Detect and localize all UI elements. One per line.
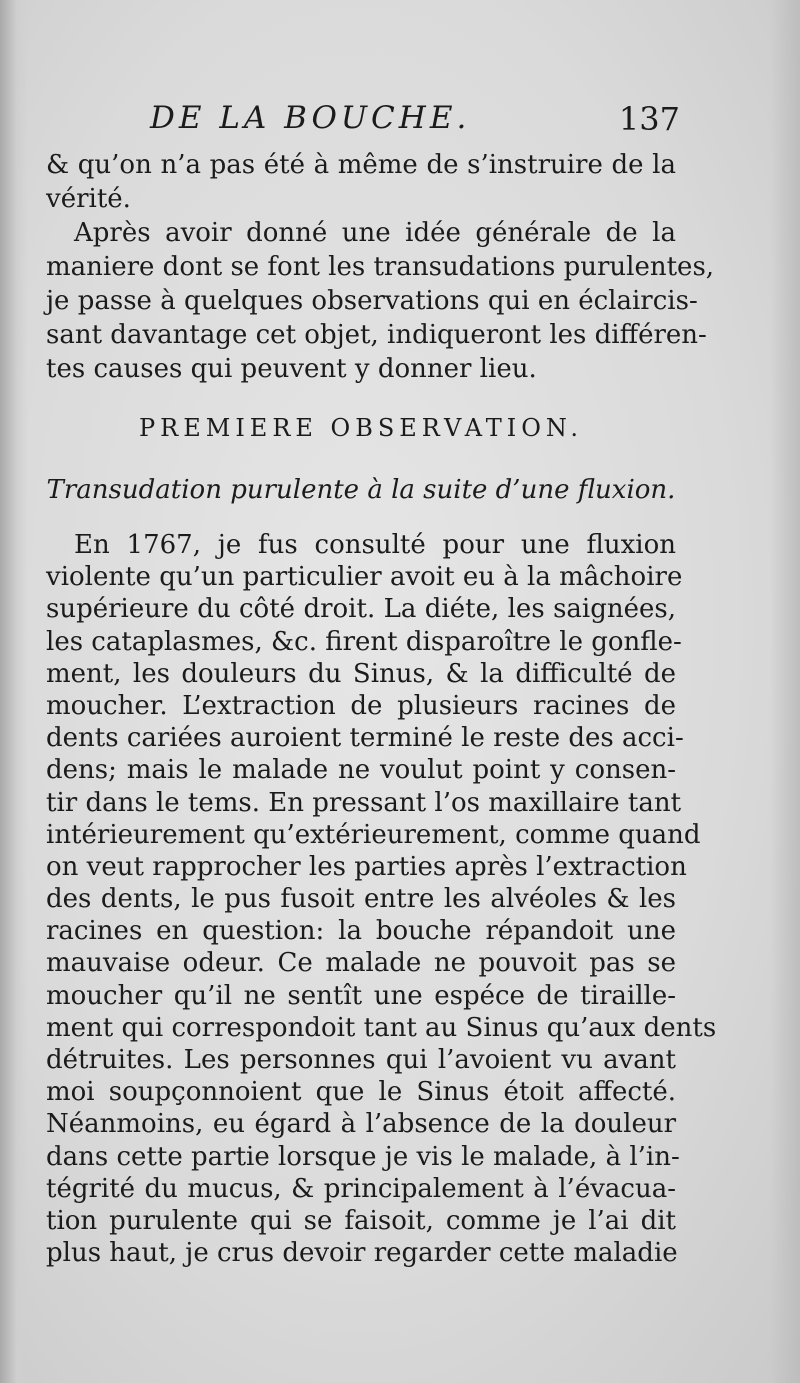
text-line: ment qui correspondoit tant au Sinus qu’aux dents: [46, 1012, 717, 1043]
text-line: ment, les douleurs du Sinus, & la difficulté de: [46, 658, 676, 689]
running-head: DE LA BOUCHE.: [150, 100, 471, 136]
page-gutter-shadow: [0, 0, 28, 1383]
page-number: 137: [618, 100, 680, 138]
text-line: moucher qu’il ne sentît une espéce de tiraille-: [46, 980, 676, 1011]
text-line: moi soupçonnoient que le Sinus étoit affecté.: [46, 1077, 676, 1108]
text-line: des dents, le pus fusoit entre les alvéoles & les: [46, 884, 676, 915]
text-line: tir dans le tems. En pressant l’os maxillaire tant: [46, 787, 682, 818]
text-line: mauvaise odeur. Ce malade ne pouvoit pas se: [46, 948, 676, 979]
text-line: dents cariées auroient terminé le reste des acci-: [46, 723, 684, 754]
text-line: maniere dont se font les transudations purulentes,: [46, 252, 715, 282]
text-line: racines en question: la bouche répandoit une: [46, 916, 676, 947]
text-line: moucher. L’extraction de plusieurs racines de: [46, 690, 676, 721]
text-line: dens; mais le malade ne voulut point y consen-: [46, 755, 676, 786]
observation-title: PREMIERE OBSERVATION.: [139, 414, 583, 442]
text-line: violente qu’un particulier avoit eu à la mâchoire: [46, 562, 683, 593]
text-line: détruites. Les personnes qui l’avoient vu avant: [46, 1045, 676, 1075]
text-line: les cataplasmes, &c. firent disparoître le gonfle-: [46, 626, 682, 657]
observation-body: [46, 529, 717, 1269]
text-line: Après avoir donné une idée générale de la: [74, 218, 676, 248]
intro-paragraphs: [46, 148, 715, 386]
text-line: tes causes qui peuvent y donner lieu.: [46, 354, 537, 384]
text-line: tion purulente qui se faisoit, comme je l’ai dit: [46, 1205, 676, 1236]
text-line: vérité.: [46, 184, 131, 214]
text-line: supérieure du côté droit. La diéte, les saignées,: [46, 594, 676, 625]
page-header: [150, 100, 680, 144]
text-line: plus haut, je crus devoir regarder cette maladie: [46, 1238, 678, 1269]
text-line: En 1767, je fus consulté pour une fluxion: [74, 530, 676, 560]
text-line: intérieurement qu’extérieurement, comme quand: [46, 819, 701, 850]
text-line: tégrité du mucus, & principalement à l’évacua-: [46, 1173, 676, 1204]
observation-subtitle: Transudation purulente à la suite d’une fluxion.: [46, 475, 676, 505]
text-line: dans cette partie lorsque je vis le malade, à l’in-: [46, 1141, 680, 1172]
page-edge-shadow: [770, 0, 800, 1383]
text-line: je passe à quelques observations qui en éclaircis-: [46, 286, 698, 316]
text-line: on veut rapprocher les parties après l’extraction: [46, 851, 687, 882]
text-line: sant davantage cet objet, indiqueront les différen-: [46, 320, 707, 350]
text-line: Néanmoins, eu égard à l’absence de la douleur: [46, 1109, 676, 1140]
text-line: & qu’on n’a pas été à même de s’instruire de la: [46, 150, 676, 180]
